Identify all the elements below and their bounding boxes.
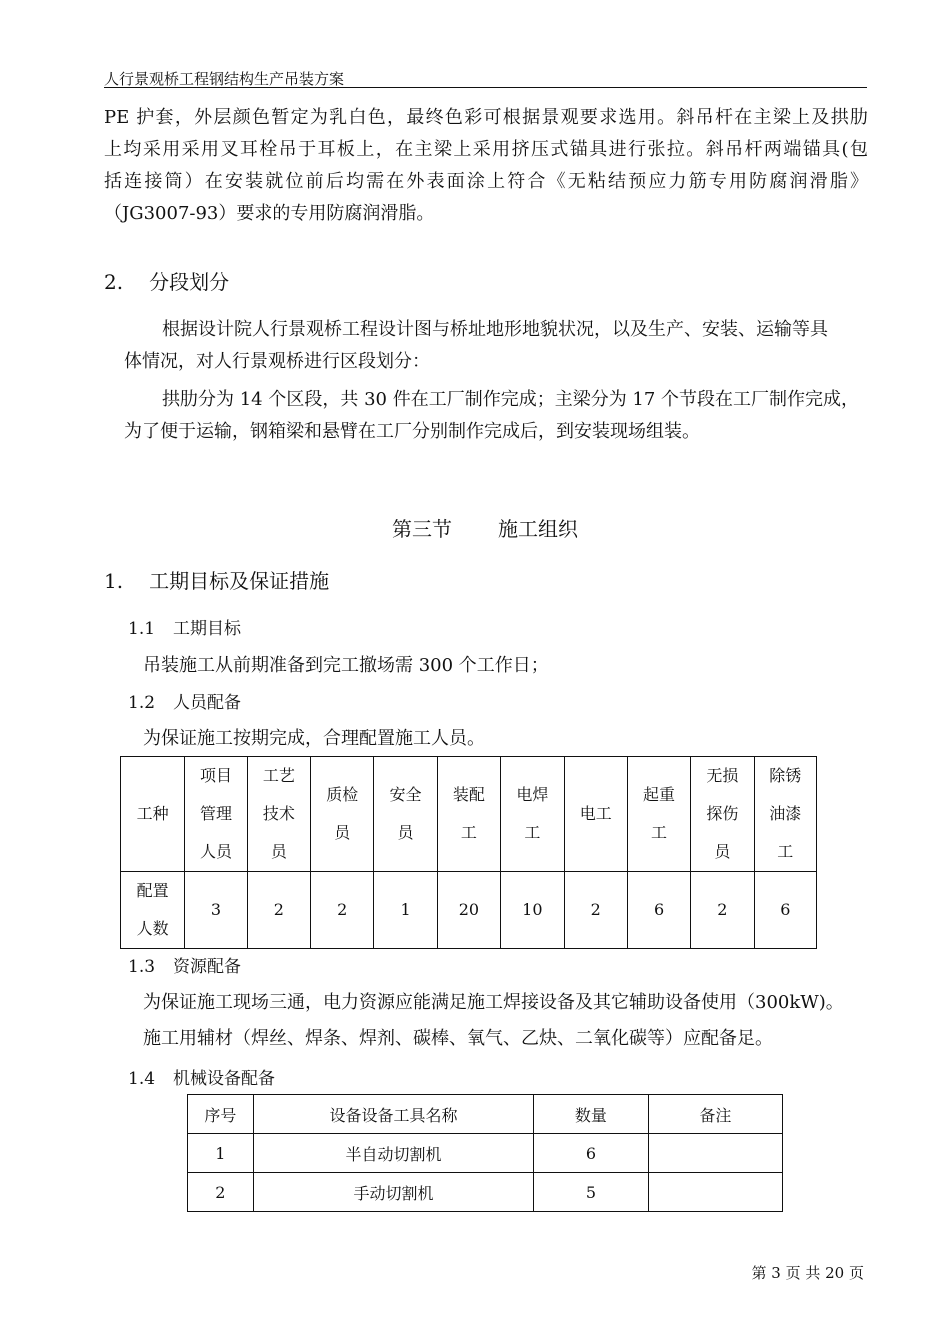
- table-cell: 20: [437, 872, 500, 949]
- table-cell: 2: [311, 872, 374, 949]
- page-number-footer: 第 3 页 共 20 页: [751, 1264, 864, 1282]
- table-cell: 2: [247, 872, 310, 949]
- text-line: （JG3007-93）要求的专用防腐润滑脂。: [104, 203, 435, 224]
- table-cell: 质检 员: [311, 757, 374, 872]
- table-cell: 工种: [121, 757, 185, 872]
- table-header-cell: 数量: [534, 1095, 648, 1134]
- table-cell: 半自动切割机: [253, 1134, 533, 1173]
- table-header-cell: 备注: [648, 1095, 782, 1134]
- table-cell: 配置 人数: [121, 872, 185, 949]
- table-cell: 3: [185, 872, 247, 949]
- table-cell: 电焊 工: [501, 757, 564, 872]
- table-row: [188, 1134, 783, 1173]
- header-divider: [104, 87, 867, 88]
- text-line: 拱肋分为 14 个区段，共 30 件在工厂制作完成；主梁分为 17 个节段在工厂制作完成，: [162, 389, 860, 410]
- text-line: 为了便于运输，钢箱梁和悬臂在工厂分别制作完成后，到安装现场组装。: [124, 421, 700, 442]
- subsection-number: 1.1: [128, 619, 156, 639]
- resource-text-line: 施工用辅材（焊丝、焊条、焊剂、碳棒、氧气、乙炔、二氧化碳等）应配备足。: [143, 1028, 773, 1049]
- subsection-title: 资源配备: [173, 957, 242, 977]
- table-header-row: [188, 1095, 783, 1134]
- page-header: 人行景观桥工程钢结构生产吊装方案: [104, 70, 345, 88]
- subsection-title: 人员配备: [173, 693, 242, 713]
- table-cell: 2: [691, 872, 754, 949]
- table-header-cell: 序号: [188, 1095, 254, 1134]
- table-cell: 手动切割机: [253, 1173, 533, 1212]
- section-title: 工期目标及保证措施: [149, 569, 330, 593]
- table-row: [121, 872, 817, 949]
- text-line: PE 护套，外层颜色暂定为乳白色，最终色彩可根据景观要求选用。斜吊杆在主梁上及拱肋: [104, 107, 868, 128]
- equipment-table: [187, 1094, 783, 1212]
- table-cell: 无损 探伤 员: [691, 757, 754, 872]
- paragraph-anchor-specs: [104, 102, 868, 230]
- table-cell: 1: [188, 1134, 254, 1173]
- staff-allocation-table: [120, 756, 817, 949]
- section-title: 分段划分: [149, 270, 230, 294]
- schedule-target-text: 吊装施工从前期准备到完工撤场需 300 个工作日；: [143, 655, 549, 676]
- table-cell: 10: [501, 872, 564, 949]
- table-cell: [648, 1173, 782, 1212]
- table-cell: 2: [188, 1173, 254, 1212]
- table-cell: 电工: [564, 757, 627, 872]
- table-cell: 6: [534, 1134, 648, 1173]
- section-1-heading: [104, 565, 329, 594]
- table-cell: 2: [564, 872, 627, 949]
- table-header-cell: 设备设备工具名称: [253, 1095, 533, 1134]
- table-cell: 安全 员: [374, 757, 437, 872]
- chapter-title: [0, 513, 950, 542]
- table-cell: 起重 工: [627, 757, 690, 872]
- table-cell: 装配 工: [437, 757, 500, 872]
- table-cell: 项目 管理 人员: [185, 757, 247, 872]
- paragraph-segmentation: [104, 314, 868, 378]
- subsection-1-4-heading: [128, 1064, 275, 1089]
- section-2-heading: [104, 266, 229, 295]
- table-cell: 1: [374, 872, 437, 949]
- table-cell: 5: [534, 1173, 648, 1212]
- section-number: 2.: [104, 270, 124, 294]
- subsection-number: 1.2: [128, 693, 156, 713]
- text-line: 括连接筒）在安装就位前后均需在外表面涂上符合《无粘结预应力筋专用防腐润滑脂》: [104, 171, 868, 192]
- section-number: 1.: [104, 569, 124, 593]
- subsection-number: 1.4: [128, 1069, 156, 1089]
- table-cell: 6: [627, 872, 690, 949]
- chapter-label: 第三节: [392, 517, 452, 541]
- subsection-title: 工期目标: [173, 619, 242, 639]
- subsection-title: 机械设备配备: [173, 1069, 276, 1089]
- resource-text-line: 为保证施工现场三通，电力资源应能满足施工焊接设备及其它辅助设备使用（300kW)。: [143, 992, 844, 1013]
- text-line: 体情况，对人行景观桥进行区段划分：: [124, 351, 430, 372]
- staffing-text: 为保证施工按期完成，合理配置施工人员。: [143, 728, 485, 749]
- table-row: [188, 1173, 783, 1212]
- table-cell: 工艺 技术 员: [247, 757, 310, 872]
- subsection-number: 1.3: [128, 957, 156, 977]
- table-cell: [648, 1134, 782, 1173]
- table-cell: 6: [754, 872, 816, 949]
- text-line: 上均采用采用叉耳栓吊于耳板上，在主梁上采用挤压式锚具进行张拉。斜吊杆两端锚具(包: [104, 139, 868, 160]
- subsection-1-2-heading: [128, 688, 241, 713]
- subsection-1-1-heading: [128, 614, 241, 639]
- table-cell: 除锈 油漆 工: [754, 757, 816, 872]
- text-line: 根据设计院人行景观桥工程设计图与桥址地形地貌状况，以及生产、安装、运输等具: [162, 319, 828, 340]
- subsection-1-3-heading: [128, 952, 241, 977]
- paragraph-segment-details: [104, 384, 868, 448]
- chapter-name: 施工组织: [498, 517, 578, 541]
- table-row: [121, 757, 817, 872]
